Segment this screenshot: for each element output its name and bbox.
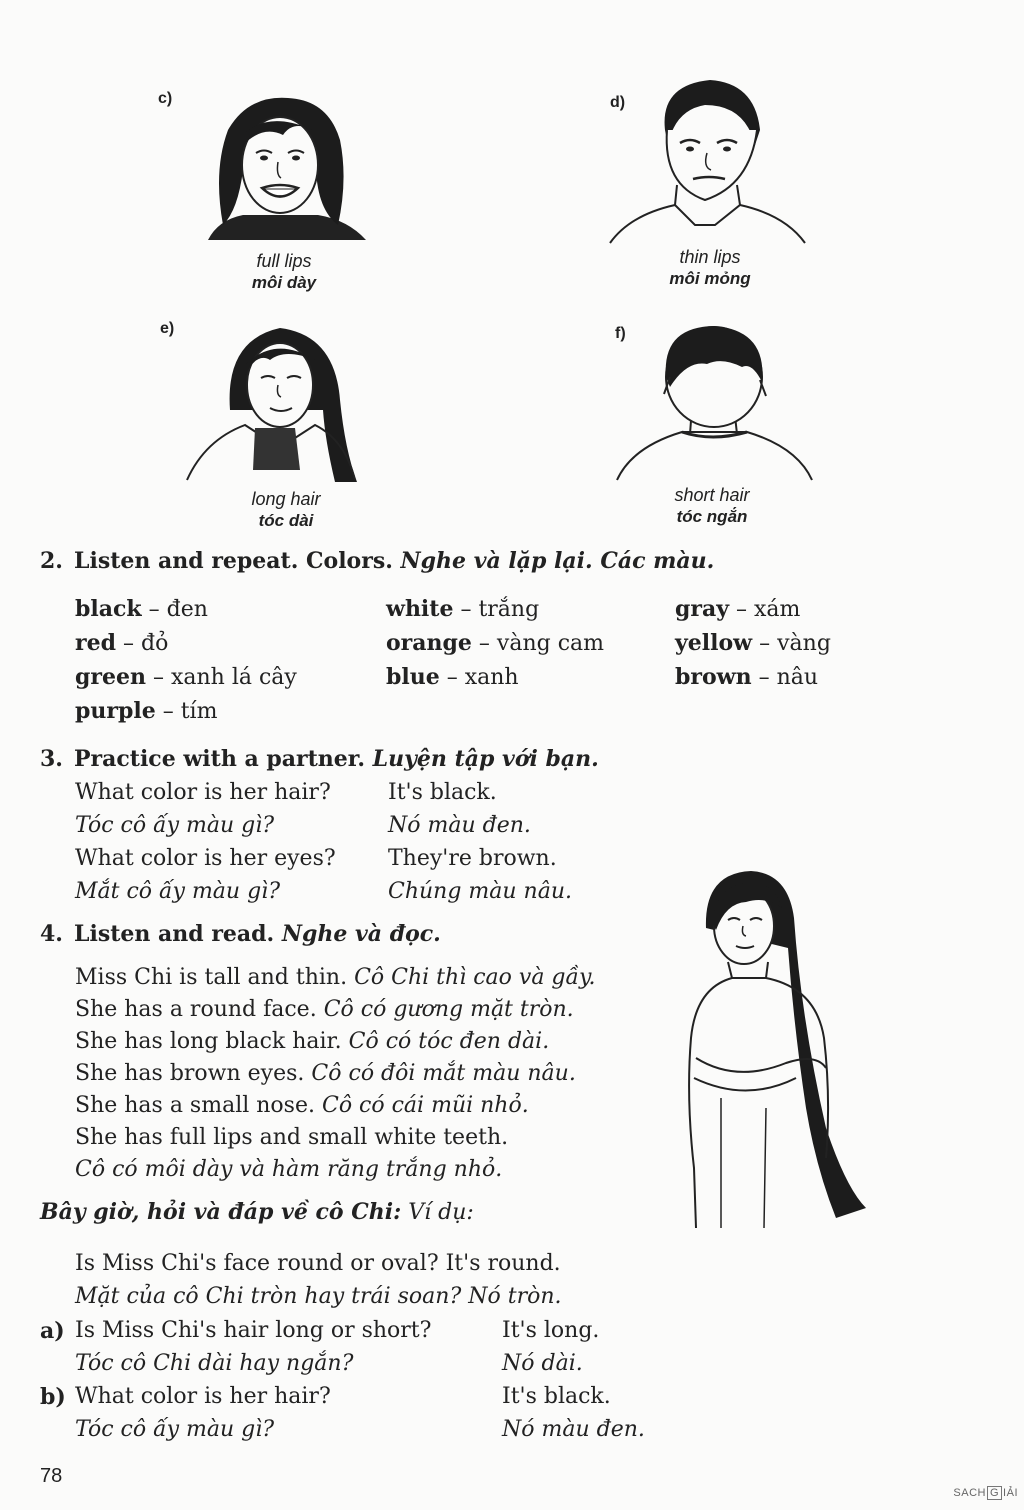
page-number: 78: [40, 1465, 63, 1487]
color-item: red – đỏ: [75, 630, 169, 656]
section-title-vn: Nghe và lặp lại. Các màu.: [400, 548, 715, 574]
caption-full-lips: [194, 250, 374, 294]
miss-chi-illustration: [676, 868, 876, 1233]
item-answer: It's long.: [502, 1318, 600, 1343]
item-answer: It's black.: [502, 1384, 611, 1409]
caption-en: short hair: [674, 485, 750, 505]
caption-vn: môi dày: [251, 273, 317, 292]
caption-vn: tóc dài: [258, 511, 314, 530]
item-question-vn: Tóc cô Chi dài hay ngắn?: [75, 1351, 354, 1376]
figure-letter-f: f): [615, 325, 626, 342]
reading-line: She has full lips and small white teeth.: [75, 1125, 509, 1150]
ask-answer-instruction: Bây giờ, hỏi và đáp về cô Chi: Ví dụ:: [40, 1199, 474, 1225]
caption-short-hair: [622, 484, 802, 528]
section-title: Practice with a partner.: [74, 746, 365, 772]
section-4-heading: [40, 921, 441, 947]
caption-en: thin lips: [679, 247, 741, 267]
color-item: white – trắng: [386, 596, 540, 622]
caption-en: long hair: [251, 489, 321, 509]
example-question: Is Miss Chi's face round or oval? It's round.: [75, 1251, 561, 1276]
dialogue-answer: They're brown.: [388, 846, 557, 871]
item-label-a: a): [40, 1318, 65, 1344]
dialogue-question-vn: Tóc cô ấy màu gì?: [75, 813, 275, 838]
color-item: orange – vàng cam: [386, 630, 604, 656]
color-item: brown – nâu: [675, 664, 819, 690]
figure-letter-d: d): [610, 94, 626, 111]
caption-vn: môi mỏng: [669, 269, 751, 288]
figure-letter-e: e): [160, 320, 175, 337]
item-question: What color is her hair?: [75, 1384, 331, 1409]
section-2-heading: [40, 548, 714, 574]
color-item: gray – xám: [675, 596, 801, 622]
item-question-vn: Tóc cô ấy màu gì?: [75, 1417, 275, 1442]
caption-vn: tóc ngắn: [676, 507, 748, 526]
watermark-logo: SACH G IẢI: [953, 1487, 1018, 1499]
section-3-heading: [40, 746, 599, 772]
section-title: Listen and read.: [74, 921, 275, 947]
figure-letter-c: c): [158, 90, 173, 107]
reading-line: She has brown eyes. Cô có đôi mắt màu nâu.: [75, 1061, 576, 1086]
dialogue-question: What color is her eyes?: [75, 846, 336, 871]
dialogue-question-vn: Mắt cô ấy màu gì?: [75, 879, 280, 904]
thin-lips-face-illustration: [605, 75, 810, 245]
dialogue-answer: It's black.: [388, 780, 497, 805]
section-title-vn: Nghe và đọc.: [281, 921, 441, 947]
reading-line: She has long black hair. Cô có tóc đen dài.: [75, 1029, 550, 1054]
reading-line-vn: Cô có môi dày và hàm răng trắng nhỏ.: [75, 1157, 503, 1182]
item-label-b: b): [40, 1384, 66, 1410]
section-title-vn: Luyện tập với bạn.: [372, 746, 599, 772]
long-hair-face-illustration: [185, 320, 365, 485]
dialogue-answer-vn: Chúng màu nâu.: [388, 879, 573, 904]
color-item: purple – tím: [75, 698, 218, 724]
section-number: 3.: [40, 746, 63, 772]
item-question: Is Miss Chi's hair long or short?: [75, 1318, 432, 1343]
caption-thin-lips: [620, 246, 800, 290]
dialogue-question: What color is her hair?: [75, 780, 331, 805]
color-item: green – xanh lá cây: [75, 664, 297, 690]
reading-line: She has a round face. Cô có gương mặt tròn.: [75, 997, 574, 1022]
reading-line: Miss Chi is tall and thin. Cô Chi thì cao và gầy.: [75, 965, 596, 990]
color-item: blue – xanh: [386, 664, 519, 690]
item-answer-vn: Nó dài.: [502, 1351, 583, 1376]
caption-long-hair: [196, 488, 376, 532]
short-hair-back-illustration: [612, 322, 817, 482]
section-number: 2.: [40, 548, 63, 574]
color-item: black – đen: [75, 596, 208, 622]
dialogue-answer-vn: Nó màu đen.: [388, 813, 531, 838]
full-lips-face-illustration: [188, 90, 373, 250]
section-title: Listen and repeat. Colors.: [74, 548, 393, 574]
caption-en: full lips: [256, 251, 312, 271]
color-item: yellow – vàng: [675, 630, 831, 656]
section-number: 4.: [40, 921, 63, 947]
example-question-vn: Mặt của cô Chi tròn hay trái soan? Nó tròn.: [75, 1284, 562, 1309]
item-answer-vn: Nó màu đen.: [502, 1417, 645, 1442]
reading-line: She has a small nose. Cô có cái mũi nhỏ.: [75, 1093, 529, 1118]
